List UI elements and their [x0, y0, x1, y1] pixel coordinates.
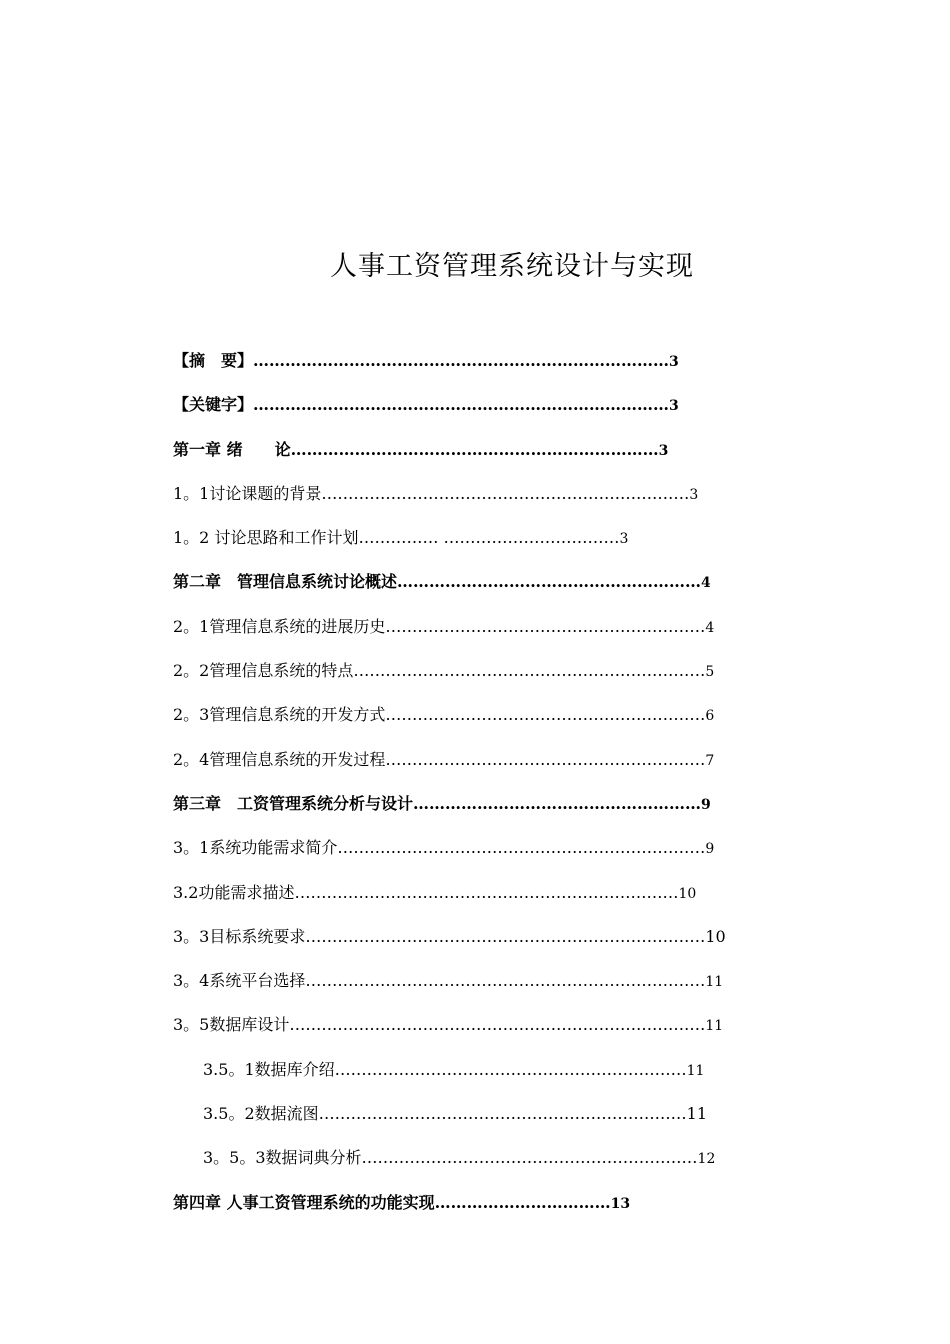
toc-dots: ……………………………………………… — [413, 793, 702, 813]
toc-label: 2。3管理信息系统的开发方式 — [173, 705, 386, 725]
toc-label: 3。5数据库设计 — [173, 1015, 290, 1035]
toc-label: 第二章 管理信息系统讨论概述 — [173, 572, 398, 592]
toc-entry — [173, 789, 733, 833]
toc-dots: ……………………………………………………………… — [294, 882, 679, 902]
toc-page: 11 — [705, 1018, 724, 1035]
toc-dots: ………………………………………………………………… — [305, 971, 706, 991]
toc-page: 3 — [619, 531, 629, 548]
toc-dots: …………………………………………………… — [385, 616, 706, 636]
toc-page: 12 — [697, 1151, 716, 1168]
toc-entry — [173, 833, 733, 877]
toc-entry — [173, 700, 733, 744]
toc-label: 1。2 讨论思路和工作计划 — [173, 528, 359, 548]
toc-dots: …………………………………………………… — [385, 705, 706, 725]
toc-label: 2。2管理信息系统的特点 — [173, 661, 354, 681]
toc-label: 3。1系统功能需求简介 — [173, 838, 338, 858]
table-of-contents — [173, 346, 733, 1232]
toc-dots: ………………………………………………………… — [353, 661, 706, 681]
toc-dots: …………………………………………………… — [385, 749, 706, 769]
toc-label: 第四章 人事工资管理系统的功能实现 — [173, 1192, 435, 1212]
toc-label: 【关键字】 — [173, 395, 254, 415]
toc-page: 7 — [705, 752, 715, 769]
toc-page: 4 — [705, 619, 715, 636]
toc-entry — [173, 1099, 733, 1143]
toc-entry — [173, 390, 733, 434]
toc-label: 3.5。1数据库介绍 — [203, 1059, 335, 1079]
document-title: 人事工资管理系统设计与实现 — [330, 251, 694, 282]
toc-dots: ………………………………………………… — [397, 572, 702, 592]
toc-page: 9 — [705, 841, 715, 858]
toc-dots: …………………………………………………………… — [318, 1104, 687, 1124]
toc-page: 6 — [705, 708, 715, 725]
toc-entry — [173, 1010, 733, 1054]
toc-dots: …………………………………………………………… — [337, 838, 706, 858]
toc-page: 11 — [686, 1062, 705, 1079]
toc-page: 11 — [686, 1104, 707, 1124]
toc-dots: ………………………………………………………………… — [305, 926, 706, 946]
toc-entry — [173, 656, 733, 700]
toc-page: 3 — [669, 398, 679, 415]
toc-dots: …………………………………………………………… — [321, 483, 690, 503]
toc-entry — [173, 523, 733, 567]
toc-dots: …………………………………………………………………… — [253, 395, 670, 415]
toc-entry — [173, 479, 733, 523]
toc-page: 3 — [658, 442, 669, 459]
toc-page: 3 — [689, 486, 699, 503]
toc-dots: ………………………………………………………… — [334, 1059, 687, 1079]
toc-label: 1。1讨论课题的背景 — [173, 483, 322, 503]
toc-entry — [173, 346, 733, 390]
toc-label: 3.5。2数据流图 — [203, 1104, 319, 1124]
toc-entry — [173, 878, 733, 922]
toc-label: 2。4管理信息系统的开发过程 — [173, 749, 386, 769]
toc-label: 【摘 要】 — [173, 351, 254, 370]
toc-page: 4 — [701, 575, 711, 592]
toc-page: 9 — [701, 796, 711, 813]
toc-dots: …………………………………………………………………… — [289, 1015, 706, 1035]
toc-dots: …………… …………………………… — [358, 528, 620, 548]
toc-page: 11 — [705, 974, 724, 991]
toc-label: 3。4系统平台选择 — [173, 971, 306, 991]
toc-dots: …………………………… — [434, 1192, 611, 1212]
toc-label: 3。3目标系统要求 — [173, 926, 306, 946]
toc-entry — [173, 567, 733, 611]
toc-dots: …………………………………………………………… — [290, 439, 659, 459]
toc-dots: …………………………………………………………………… — [253, 351, 670, 370]
toc-page: 5 — [705, 664, 715, 681]
toc-entry — [173, 1188, 733, 1232]
toc-entry — [173, 745, 733, 789]
toc-label: 3.2功能需求描述 — [173, 882, 295, 902]
toc-label: 第三章 工资管理系统分析与设计 — [173, 793, 414, 813]
toc-entry — [173, 1055, 733, 1099]
toc-page: 10 — [678, 885, 697, 902]
toc-page: 13 — [610, 1195, 631, 1212]
toc-entry — [173, 612, 733, 656]
toc-label: 2。1管理信息系统的进展历史 — [173, 616, 386, 636]
toc-page: 3 — [669, 354, 679, 370]
toc-label: 第一章 绪 论 — [173, 439, 291, 459]
toc-entry — [173, 1143, 733, 1187]
toc-dots: ……………………………………………………… — [361, 1148, 698, 1168]
toc-label: 3。5。3数据词典分析 — [203, 1148, 362, 1168]
toc-page: 10 — [705, 926, 726, 946]
toc-entry — [173, 922, 733, 966]
toc-entry — [173, 966, 733, 1010]
toc-entry — [173, 435, 733, 479]
